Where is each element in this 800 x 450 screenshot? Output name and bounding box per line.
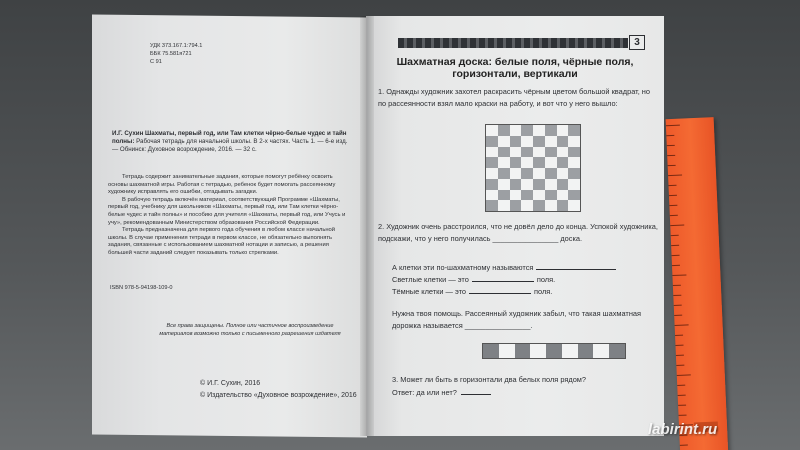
board-square bbox=[533, 200, 545, 211]
ruler-tick bbox=[674, 315, 682, 316]
board-square bbox=[533, 136, 545, 147]
ruler-tick bbox=[676, 355, 684, 356]
ruler-tick bbox=[674, 305, 682, 306]
board-square bbox=[521, 136, 533, 147]
board-square bbox=[568, 190, 580, 201]
board-square bbox=[521, 147, 533, 158]
ruler-tick bbox=[670, 215, 678, 216]
board-square bbox=[521, 125, 533, 136]
ruler-tick bbox=[679, 415, 687, 416]
udk-block bbox=[150, 42, 202, 66]
board-square bbox=[521, 157, 533, 168]
board-square bbox=[486, 190, 498, 201]
board-square bbox=[545, 136, 557, 147]
board-square bbox=[557, 179, 569, 190]
ruler-tick bbox=[673, 285, 681, 286]
board-square bbox=[498, 190, 510, 201]
fill-line-3-text: Тёмные клетки — это bbox=[392, 287, 467, 296]
bib-author: И.Г. Сухин bbox=[112, 130, 144, 137]
copyright-publisher: © Издательство «Духовное возрождение», 2016 bbox=[200, 392, 357, 399]
board-square bbox=[568, 200, 580, 211]
help-question: Нужна твоя помощь. Рассеянный художник забыл, что такая шахматная дорожка называется ________________. bbox=[392, 309, 642, 330]
answer-blank[interactable] bbox=[536, 262, 616, 270]
ruler-tick bbox=[680, 445, 688, 446]
board-square bbox=[545, 168, 557, 179]
board-square bbox=[498, 136, 510, 147]
board-square bbox=[498, 125, 510, 136]
board-square bbox=[533, 190, 545, 201]
board-square bbox=[510, 125, 522, 136]
board-square bbox=[533, 168, 545, 179]
board-square bbox=[568, 125, 580, 136]
page-number: 3 bbox=[629, 35, 645, 50]
board-square bbox=[545, 125, 557, 136]
board-square bbox=[521, 200, 533, 211]
board-square bbox=[510, 200, 522, 211]
board-square bbox=[533, 157, 545, 168]
board-square bbox=[486, 179, 498, 190]
ruler-tick bbox=[666, 125, 680, 127]
ruler-tick bbox=[675, 324, 689, 326]
ruler-tick bbox=[669, 195, 677, 196]
board-square bbox=[533, 147, 545, 158]
board-square bbox=[510, 179, 522, 190]
copyright-block bbox=[200, 378, 357, 402]
strip-square bbox=[515, 344, 531, 358]
strip-square bbox=[593, 344, 609, 358]
board-square bbox=[533, 179, 545, 190]
board-square bbox=[545, 147, 557, 158]
annotation bbox=[108, 174, 354, 258]
annotation-paragraph-2: В рабочую тетрадь включён материал, соответствующий Программе «Шахматы, первый год, учебнику для школьников «Шахматы, первый год, или Там клетки чёрно-белые чудес и тайн полны» и пособию для учителя «Шахматы, первый год, или Учусь и учу», рекомендованным Министерством образования Российской Федерации. bbox=[108, 196, 346, 226]
fill-line-1-text: А клетки эти по-шахматному называются bbox=[392, 263, 534, 272]
board-square bbox=[557, 200, 569, 211]
ruler-tick bbox=[668, 175, 682, 177]
board-square bbox=[557, 125, 569, 136]
watermark: labirint.ru bbox=[648, 421, 718, 438]
board-square bbox=[510, 147, 522, 158]
fill-line-2-text: Светлые клетки — это bbox=[392, 275, 469, 284]
question-3 bbox=[392, 373, 586, 399]
page-title: Шахматная доска: белые поля, чёрные поля, горизонтали, вертикали bbox=[396, 56, 634, 80]
board-square bbox=[568, 136, 580, 147]
board-square bbox=[521, 190, 533, 201]
bib-details: Рабочая тетрадь для начальной школы. В 2-х частях. Часть 1. — 6-е изд. — Обнинск: Духовное возрождение, 2016. — 32 с. bbox=[112, 138, 348, 153]
board-square bbox=[521, 179, 533, 190]
fill-line-1 bbox=[392, 262, 619, 274]
ruler-tick bbox=[671, 235, 679, 236]
board-square bbox=[510, 168, 522, 179]
rights-notice: Все права защищены. Полное или частичное воспроизведение материалов возможно только с письменного разрешения издателя bbox=[159, 323, 341, 337]
board-square bbox=[510, 157, 522, 168]
board-square bbox=[486, 157, 498, 168]
ruler-tick bbox=[672, 274, 686, 276]
copyright-author: © И.Г. Сухин, 2016 bbox=[200, 380, 261, 387]
fill-in-block bbox=[392, 262, 619, 298]
ruler-tick bbox=[672, 265, 680, 266]
board-square bbox=[557, 168, 569, 179]
answer-blank[interactable] bbox=[469, 286, 531, 294]
answer-blank[interactable] bbox=[461, 387, 491, 395]
ruler-tick bbox=[677, 385, 685, 386]
question-3-text: 3. Может ли быть в горизонтали два белых поля рядом? bbox=[392, 375, 586, 384]
ruler-tick bbox=[666, 135, 674, 136]
answer-blank[interactable] bbox=[472, 274, 534, 282]
strip-square bbox=[578, 344, 594, 358]
board-square bbox=[521, 168, 533, 179]
board-square bbox=[486, 168, 498, 179]
board-square bbox=[568, 179, 580, 190]
ruler-tick bbox=[677, 374, 691, 376]
fill-line-2 bbox=[392, 274, 619, 286]
strip-square bbox=[483, 344, 499, 358]
ruler-tick bbox=[678, 405, 686, 406]
ruler-tick bbox=[675, 345, 683, 346]
board-square bbox=[498, 179, 510, 190]
strip-square bbox=[609, 344, 625, 358]
board-square bbox=[498, 168, 510, 179]
fill-line-3 bbox=[392, 286, 619, 298]
ruler-tick bbox=[671, 245, 679, 246]
board-square bbox=[533, 125, 545, 136]
board-square bbox=[557, 136, 569, 147]
board-square bbox=[568, 168, 580, 179]
ruler-tick bbox=[668, 165, 676, 166]
bibliographic-entry bbox=[112, 130, 352, 154]
board-square bbox=[510, 190, 522, 201]
ruler-tick bbox=[669, 205, 677, 206]
strip-square bbox=[530, 344, 546, 358]
isbn: ISBN 978-5-94198-109-0 bbox=[110, 285, 173, 291]
fill-line-2-end: поля. bbox=[536, 275, 556, 284]
ruler-tick bbox=[668, 185, 676, 186]
strip-square bbox=[546, 344, 562, 358]
annotation-paragraph-3: Тетрадь предназначена для первого года обучения в любом классе начальной школы. В случае применения тетради в первом классе, не обязательно выполнять задания, связанные с использованием шахматной нотации и записью, а решения большей части заданий следует показывать только стрелками. bbox=[108, 227, 336, 256]
orange-ruler bbox=[666, 117, 729, 450]
board-square bbox=[498, 157, 510, 168]
fill-line-3-end: поля. bbox=[534, 287, 553, 296]
board-square bbox=[498, 200, 510, 211]
ruler-tick bbox=[670, 224, 684, 226]
board-square bbox=[510, 136, 522, 147]
udk-line: УДК 373.167.1:794.1 bbox=[150, 43, 203, 49]
board-square bbox=[545, 190, 557, 201]
board-square bbox=[568, 147, 580, 158]
ruler-tick bbox=[673, 295, 681, 296]
annotation-paragraph-1: Тетрадь содержит занимательные задания, которые помогут ребёнку освоить основы шахматной игры. Работая с тетрадью, ребенок будет помогать рассеянному художнику исправлять его ошибки, отгадывать загадки. bbox=[108, 174, 336, 196]
chess-strip-figure bbox=[482, 343, 626, 359]
chessboard-figure bbox=[485, 124, 581, 212]
question-3-answer: Ответ: да или нет? bbox=[392, 388, 457, 397]
board-square bbox=[545, 179, 557, 190]
board-square bbox=[545, 200, 557, 211]
author-mark-line: С 91 bbox=[150, 59, 162, 65]
book-spine bbox=[360, 16, 374, 436]
board-square bbox=[498, 147, 510, 158]
bbk-line: ББК 75.581я721 bbox=[150, 51, 192, 57]
strip-square bbox=[562, 344, 578, 358]
board-square bbox=[557, 147, 569, 158]
board-square bbox=[545, 157, 557, 168]
checkered-header-bar bbox=[398, 38, 628, 48]
board-square bbox=[486, 147, 498, 158]
board-square bbox=[557, 157, 569, 168]
ruler-tick bbox=[667, 155, 675, 156]
question-1: 1. Однажды художник захотел раскрасить чёрным цветом большой квадрат, но по рассеянности взял мало краски на работу, и вот что у него вышло: bbox=[378, 87, 650, 108]
ruler-tick bbox=[676, 365, 684, 366]
ruler-tick bbox=[667, 145, 675, 146]
ruler-tick bbox=[678, 395, 686, 396]
board-square bbox=[486, 125, 498, 136]
board-square bbox=[557, 190, 569, 201]
ruler-tick bbox=[672, 255, 680, 256]
board-square bbox=[568, 157, 580, 168]
board-square bbox=[486, 136, 498, 147]
ruler-tick bbox=[675, 335, 683, 336]
bib-title: Шахматы, первый год, или Там клетки чёрно-белые чудес и тайн полны: bbox=[112, 130, 347, 145]
board-square bbox=[486, 200, 498, 211]
strip-square bbox=[499, 344, 515, 358]
question-2: 2. Художник очень расстроился, что не довёл дело до конца. Успокой художника, подскажи, что у него получилась ________________ доска. bbox=[378, 222, 658, 243]
